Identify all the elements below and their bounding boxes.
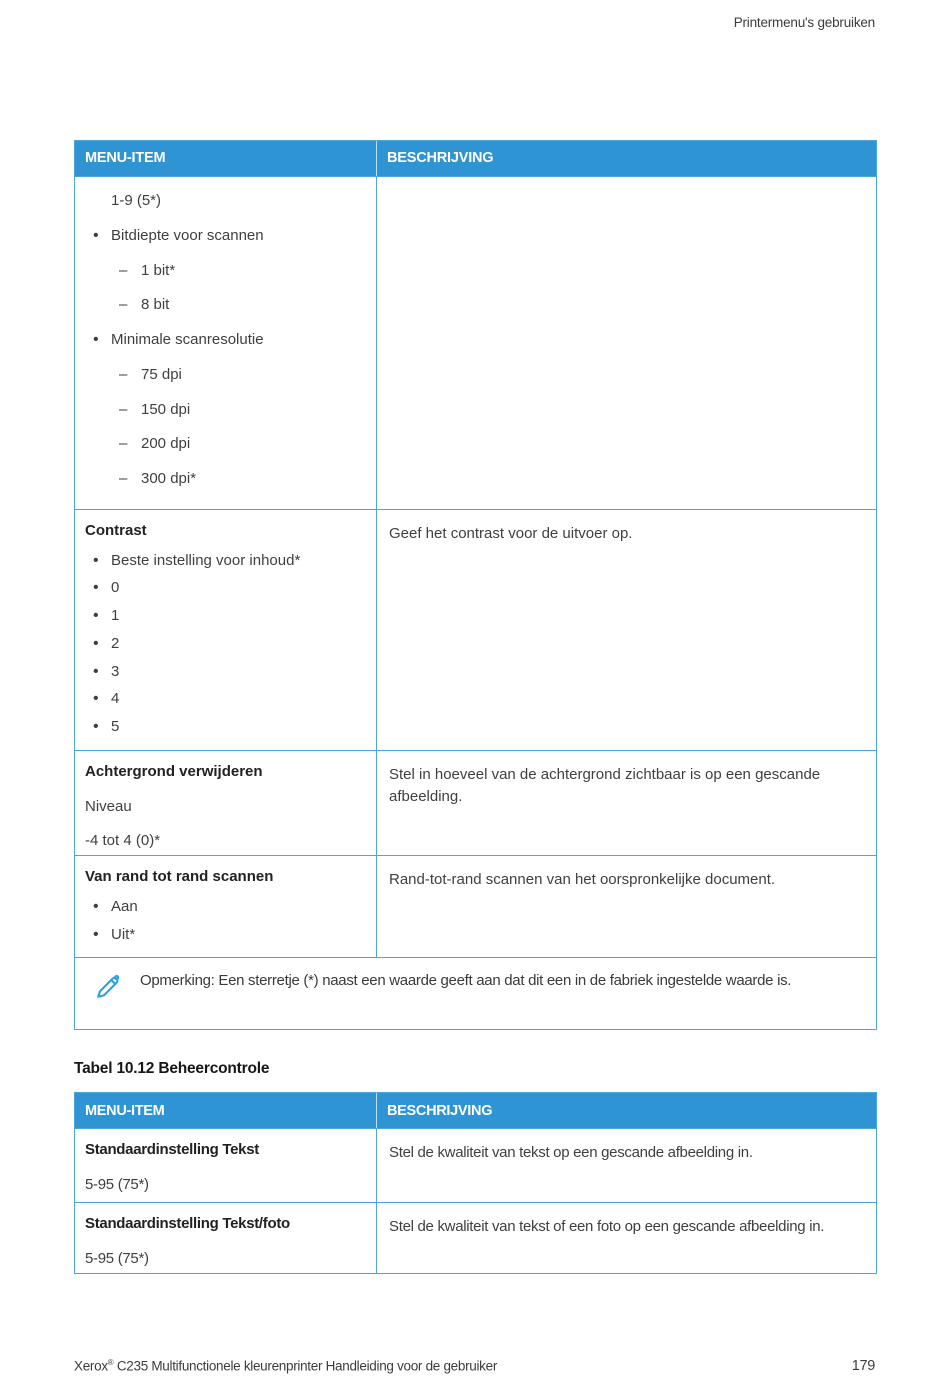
column-header-beschrijving: BESCHRIJVING (377, 1093, 876, 1128)
menu-item-bullet: • Beste instelling voor inhoud* (85, 552, 366, 571)
menu-item-bullet: • 1 (85, 607, 366, 626)
menu-item-bullet: • 0 (85, 579, 366, 598)
footer-rest: C235 Multifunctionele kleurenprinter Handleiding voor de gebruiker (113, 1358, 498, 1373)
description-cell: Stel de kwaliteit van tekst of een foto op een gescande afbeelding in. (377, 1202, 876, 1273)
menu-item-title: Standaardinstelling Tekst (85, 1141, 259, 1159)
menu-item-bullet: • 2 (85, 635, 366, 654)
menu-item-cell (75, 176, 377, 509)
page-header: Printermenu's gebruiken (733, 15, 875, 30)
menu-table-2 (74, 1092, 877, 1274)
menu-item-title: Standaardinstelling Tekst/foto (85, 1215, 290, 1233)
menu-item-para: 5-95 (75*) (85, 1176, 149, 1193)
menu-item-bullet: • 3 (85, 663, 366, 682)
footer-title (74, 1358, 497, 1374)
menu-item-bullet: • Bitdiepte voor scannen (85, 227, 366, 246)
menu-item-cell (75, 1202, 377, 1273)
menu-item-bullet: • Aan (85, 898, 366, 917)
menu-item-dash: – 75 dpi (85, 366, 366, 385)
menu-table-1 (74, 140, 877, 1030)
menu-item-dash: – 8 bit (85, 296, 366, 315)
menu-item-bullet: • Minimale scanresolutie (85, 331, 366, 350)
menu-item-indent: 1-9 (5*) (111, 192, 162, 209)
description-cell: Rand-tot-rand scannen van het oorspronkelijke document. (377, 855, 876, 957)
menu-item-dash: – 200 dpi (85, 435, 366, 454)
registered-mark: ® (107, 1357, 114, 1367)
column-header-beschrijving: BESCHRIJVING (377, 141, 876, 176)
menu-item-dash: – 300 dpi* (85, 470, 366, 489)
menu-item-para: 5-95 (75*) (85, 1250, 149, 1267)
description-cell (377, 176, 876, 509)
table-row (75, 1202, 876, 1273)
menu-item-title: Achtergrond verwijderen (85, 762, 263, 780)
menu-item-cell (75, 855, 377, 957)
description-cell: Geef het contrast voor de uitvoer op. (377, 509, 876, 750)
menu-item-dash: – 150 dpi (85, 401, 366, 420)
column-header-menu-item: MENU-ITEM (75, 141, 377, 176)
menu-item-bullet: • 4 (85, 690, 366, 709)
menu-item-title: Contrast (85, 521, 147, 539)
menu-item-bullet: • 5 (85, 718, 366, 737)
table-row (75, 855, 876, 957)
table-row (75, 509, 876, 750)
page-number: 179 (851, 1358, 875, 1374)
menu-item-para: Niveau (85, 797, 132, 815)
table-row (75, 176, 876, 509)
table-header-row (75, 141, 876, 176)
note-text: Opmerking: Een sterretje (*) naast een waarde geeft aan dat dit een in de fabriek ingestelde waarde is. (140, 972, 792, 990)
footer-brand: Xerox (74, 1358, 108, 1373)
table-header-row (75, 1093, 876, 1128)
column-header-menu-item: MENU-ITEM (75, 1093, 377, 1128)
menu-item-para: -4 tot 4 (0)* (85, 832, 161, 850)
menu-item-cell (75, 1128, 377, 1202)
description-cell: Stel de kwaliteit van tekst op een gescande afbeelding in. (377, 1128, 876, 1202)
menu-item-cell (75, 509, 377, 750)
note-row (75, 957, 876, 1029)
table-row (75, 1128, 876, 1202)
menu-item-bullet: • Uit* (85, 926, 366, 945)
table-caption: Tabel 10.12 Beheercontrole (74, 1060, 270, 1078)
table-row (75, 750, 876, 855)
menu-item-cell (75, 750, 377, 855)
menu-item-dash: – 1 bit* (85, 262, 366, 281)
content-area (74, 140, 875, 1274)
description-cell: Stel in hoeveel van de achtergrond zichtbaar is op een gescande afbeelding. (377, 750, 876, 855)
page-footer (74, 1358, 875, 1375)
pencil-icon (93, 972, 123, 1002)
menu-item-title: Van rand tot rand scannen (85, 868, 274, 885)
